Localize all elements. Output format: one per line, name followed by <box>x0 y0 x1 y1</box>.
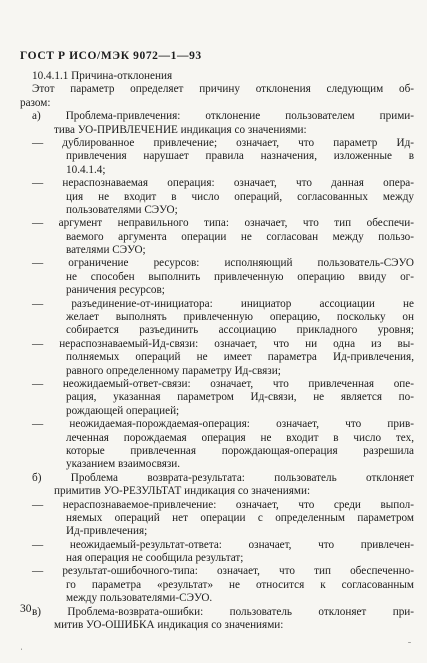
text-line: го параметра «результат» не относится к согласованным <box>66 578 414 591</box>
text-line: полняемых операций не имеет параметра Ид-привлечения, <box>66 351 414 364</box>
page-number: 30 <box>20 603 32 615</box>
text-line: леченная порождаемая операция не входит в число тех, <box>66 431 414 444</box>
text-line: Ид-привлечения; <box>66 525 148 538</box>
text-line: пользователями СЭУО; <box>66 203 178 216</box>
text-line: рождающей операцией; <box>66 404 180 417</box>
document-header: ГОСТ Р ИСО/МЭК 9072—1—93 <box>20 50 202 62</box>
text-line: примитив УО-РЕЗУЛЬТАТ индикация со значениями: <box>54 485 311 498</box>
text-line: — неожидаемая-порождаемая-операция: означает, что прив- <box>32 418 414 431</box>
text-line: — ограничение ресурсов: исполняющий пользователь-СЭУО <box>32 257 414 270</box>
text-line: — нераспознаваемая операция: означает, что данная опера- <box>32 177 414 190</box>
text-line: раничения ресурсов; <box>66 284 165 297</box>
text-line: — неожидаемый-ответ-связи: означает, что привлеченная опе- <box>32 377 414 390</box>
text-line: ваемого аргумента операции не согласован между пользо- <box>66 230 414 243</box>
scan-mark: ˉ <box>408 640 411 650</box>
text-line: ная операция не сообщила результат; <box>66 552 244 565</box>
text-line: — результат-ошибочного-типа: означает, что тип обеспеченно- <box>32 565 414 578</box>
text-line: б) Проблема возврата-результата: пользователь отклоняет <box>32 471 414 484</box>
text-line: — разъединение-от-инициатора: инициатор ассоциации не <box>32 297 414 310</box>
text-line: между пользователями-СЭУО. <box>66 592 213 605</box>
text-line: — нераспознаваемое-привлечение: означает, что среди выпол- <box>32 498 414 511</box>
text-line: которые привлеченная порождающая-операция разрешила <box>66 444 414 457</box>
text-line: Этот параметр определяет причину отклонения следующим об- <box>32 83 414 96</box>
text-line: — неожидаемый-результат-ответа: означает, что привлечен- <box>32 538 414 551</box>
text-line: вателями СЭУО; <box>66 244 146 257</box>
text-line: разом: <box>20 96 51 109</box>
text-line: не способен выполнить привлеченную операцию ввиду ог- <box>66 270 414 283</box>
text-line: 10.4.1.1 Причина-отклонения <box>32 70 173 82</box>
text-line: няемых операций нет операции с определенным параметром <box>66 511 414 524</box>
text-line: в) Проблема-возврата-ошибки: пользователь отклоняет при- <box>32 605 414 618</box>
document-body <box>20 70 414 632</box>
text-line: — дублированное привлечение; означает, что параметр Ид- <box>32 136 414 149</box>
text-line: ция не входит в число операций, согласованных между <box>66 190 414 203</box>
text-line: а) Проблема-привлечения: отклонение пользователем прими- <box>32 110 414 123</box>
text-line: рация, указанная параметром Ид-связи, не является по- <box>66 391 414 404</box>
scan-mark: ˌ <box>20 640 23 650</box>
text-line: равного определенному параметру Ид-связи; <box>66 364 281 377</box>
text-line: желает выполнять привлеченную операцию, поскольку он <box>66 311 414 324</box>
text-line: привлечения нарушает правила назначения, изложенные в <box>66 150 414 163</box>
text-line: 10.4.1.4; <box>66 163 106 176</box>
text-line: указанием взаимосвязи. <box>66 458 181 471</box>
text-line: тива УО-ПРИВЛЕЧЕНИЕ индикация со значениями: <box>54 123 307 136</box>
text-line: — аргумент неправильного типа: означает, что тип обеспечи- <box>32 217 414 230</box>
text-line: митив УО-ОШИБКА индикация со значениями: <box>54 619 284 632</box>
text-line: — нераспознаваемый-Ид-связи: означает, что ни одна из вы- <box>32 337 414 350</box>
text-line: собирается разъединить ассоциацию прикладного уровня; <box>66 324 414 337</box>
